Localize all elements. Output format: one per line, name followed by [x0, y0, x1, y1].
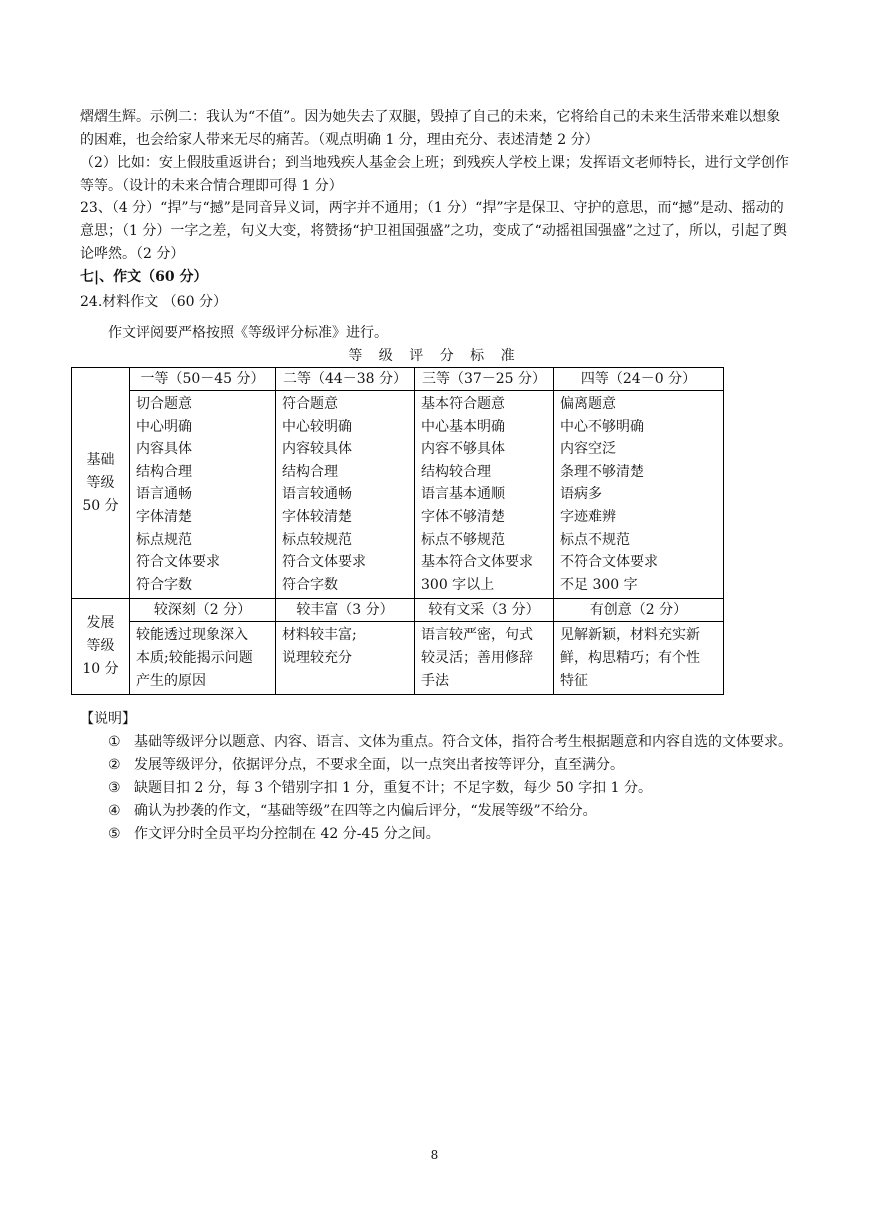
basic-header-grade-4: 四等（24－0 分） [554, 368, 724, 391]
paragraph-answer-23: 23、（4 分）“捍”与“撼”是同音异义词，两字并不通用；（1 分）“捍”字是保卫、守护的意思，而“撼”是动、摇动的意思；（1 分）一字之差，句义大变，将赞扬“护卫祖国强盛”之功，变成了“动摇祖国强盛”之过了，所以，引起了舆论哗然。（2 分） [80, 200, 787, 262]
criterion: 较灵活；善用修辞 [421, 649, 533, 666]
development-label-line: 10 分 [82, 661, 119, 678]
development-header-depth: 较深刻（2 分） [130, 599, 276, 622]
table-row [72, 622, 724, 695]
criterion: 字体清楚 [136, 508, 192, 525]
criterion: 300 字以上 [421, 576, 495, 593]
criterion: 语言通畅 [136, 486, 192, 503]
note-text: 缺题目扣 2 分，每 3 个错别字扣 1 分，重复不计；不足字数，每少 50 字扣 1 分。 [134, 780, 652, 796]
basic-level-label [72, 368, 130, 599]
criterion: 中心不够明确 [560, 418, 644, 435]
development-criteria-richness [276, 622, 415, 695]
criterion: 语言基本通顺 [421, 486, 505, 503]
criterion: 见解新颖，材料充实新 [560, 627, 700, 644]
criterion: 不足 300 字 [560, 576, 638, 593]
criterion: 符合文体要求 [282, 554, 366, 571]
criterion: 中心较明确 [282, 418, 352, 435]
basic-criteria-grade-2 [276, 391, 415, 599]
criterion: 符合题意 [282, 396, 338, 412]
list-item [104, 823, 794, 846]
criterion: 基本符合题意 [421, 396, 505, 412]
table-row [72, 368, 724, 391]
table-row [72, 391, 724, 599]
development-header-literary: 较有文采（3 分） [415, 599, 554, 622]
development-level-label [72, 599, 130, 695]
list-item [104, 731, 794, 754]
notes-list [104, 731, 794, 846]
criterion: 本质;较能揭示问题 [136, 649, 253, 666]
criterion: 切合题意 [136, 396, 192, 412]
criterion: 结构合理 [282, 463, 338, 480]
page-number: 8 [430, 1148, 439, 1162]
criterion: 内容具体 [136, 441, 192, 458]
table-row [72, 599, 724, 622]
criterion: 产生的原因 [136, 672, 206, 689]
basic-label-line: 等级 [86, 474, 115, 491]
criterion: 手法 [421, 672, 449, 689]
criterion: 符合字数 [136, 576, 192, 593]
basic-criteria-grade-3 [415, 391, 554, 599]
note-text: 基础等级评分以题意、内容、语言、文体为重点。符合文体，指符合考生根据题意和内容自选的文体要求。 [134, 734, 792, 750]
criterion: 内容不够具体 [421, 441, 505, 458]
note-number: ② [108, 757, 121, 773]
criterion: 偏离题意 [560, 396, 616, 412]
criterion: 较能透过现象深入 [136, 627, 248, 644]
item-24-heading: 24.材料作文 （60 分） [80, 294, 227, 310]
criterion: 语病多 [560, 486, 602, 503]
criterion: 标点较规范 [282, 531, 352, 548]
paragraph-answer-22-2: （2）比如：安上假肢重返讲台；到当地残疾人基金会上班；到残疾人学校上课；发挥语文老师特长，进行文学创作等等。（设计的未来合情合理即可得 1 分） [80, 155, 789, 194]
basic-header-grade-3: 三等（37－25 分） [415, 368, 554, 391]
notes-heading: 【说明】 [80, 711, 136, 727]
criterion: 字体较清楚 [282, 508, 352, 525]
development-label-line: 等级 [86, 638, 115, 655]
paragraph-answer-22-1-continued: 熠熠生辉。示例二：我认为“不值”。因为她失去了双腿，毁掉了自己的未来，它将给自己的未来生活带来难以想象的困难，也会给家人带来无尽的痛苦。（观点明确 1 分，理由充分、表述清楚 2 分） [80, 109, 781, 148]
note-number: ① [108, 734, 121, 750]
development-criteria-creativity [554, 622, 724, 695]
criterion: 基本符合文体要求 [421, 554, 533, 571]
criterion: 标点不规范 [560, 531, 630, 548]
criterion: 语言较通畅 [282, 486, 352, 503]
basic-header-grade-1: 一等（50－45 分） [130, 368, 276, 391]
development-criteria-literary [415, 622, 554, 695]
criterion: 内容较具体 [282, 441, 352, 458]
basic-header-grade-2: 二等（44－38 分） [276, 368, 415, 391]
note-number: ③ [108, 780, 121, 796]
criterion: 标点不够规范 [421, 531, 505, 548]
list-item [104, 754, 794, 777]
criterion: 符合文体要求 [136, 554, 220, 571]
criterion: 内容空泛 [560, 441, 616, 458]
table-title: 等 级 评 分 标 准 [348, 348, 521, 364]
note-text: 确认为抄袭的作文，“基础等级”在四等之内偏后评分，“发展等级”不给分。 [134, 803, 597, 819]
criterion: 结构合理 [136, 463, 192, 480]
note-text: 发展等级评分，依据评分点，不要求全面，以一点突出者按等评分，直至满分。 [134, 757, 624, 773]
list-item [104, 800, 794, 823]
criterion: 不符合文体要求 [560, 554, 658, 571]
basic-label-line: 基础 [86, 451, 115, 468]
note-number: ⑤ [108, 826, 121, 842]
criterion: 中心基本明确 [421, 418, 505, 435]
basic-criteria-grade-1 [130, 391, 276, 599]
basic-criteria-grade-4 [554, 391, 724, 599]
grading-intro: 作文评阅要严格按照《等级评分标准》进行。 [108, 325, 388, 341]
basic-label-line: 50 分 [82, 497, 119, 514]
criterion: 特征 [560, 672, 588, 689]
list-item [104, 777, 794, 800]
section-heading-composition: 七|、作文（60 分） [80, 269, 208, 285]
criterion: 字迹难辨 [560, 508, 616, 525]
development-header-richness: 较丰富（3 分） [276, 599, 415, 622]
criterion: 材料较丰富; [282, 627, 357, 644]
note-number: ④ [108, 803, 121, 819]
note-text: 作文评分时全员平均分控制在 42 分-45 分之间。 [134, 826, 440, 842]
grading-standard-table [71, 367, 724, 695]
development-label-line: 发展 [86, 615, 115, 632]
criterion: 结构较合理 [421, 463, 491, 480]
development-header-creativity: 有创意（2 分） [554, 599, 724, 622]
criterion: 说理较充分 [282, 649, 352, 666]
criterion: 鲜，构思精巧；有个性 [560, 649, 700, 666]
criterion: 条理不够清楚 [560, 463, 644, 480]
criterion: 字体不够清楚 [421, 508, 505, 525]
criterion: 符合字数 [282, 576, 338, 593]
development-criteria-depth [130, 622, 276, 695]
criterion: 标点规范 [136, 531, 192, 548]
criterion: 语言较严密，句式 [421, 627, 533, 644]
criterion: 中心明确 [136, 418, 192, 435]
